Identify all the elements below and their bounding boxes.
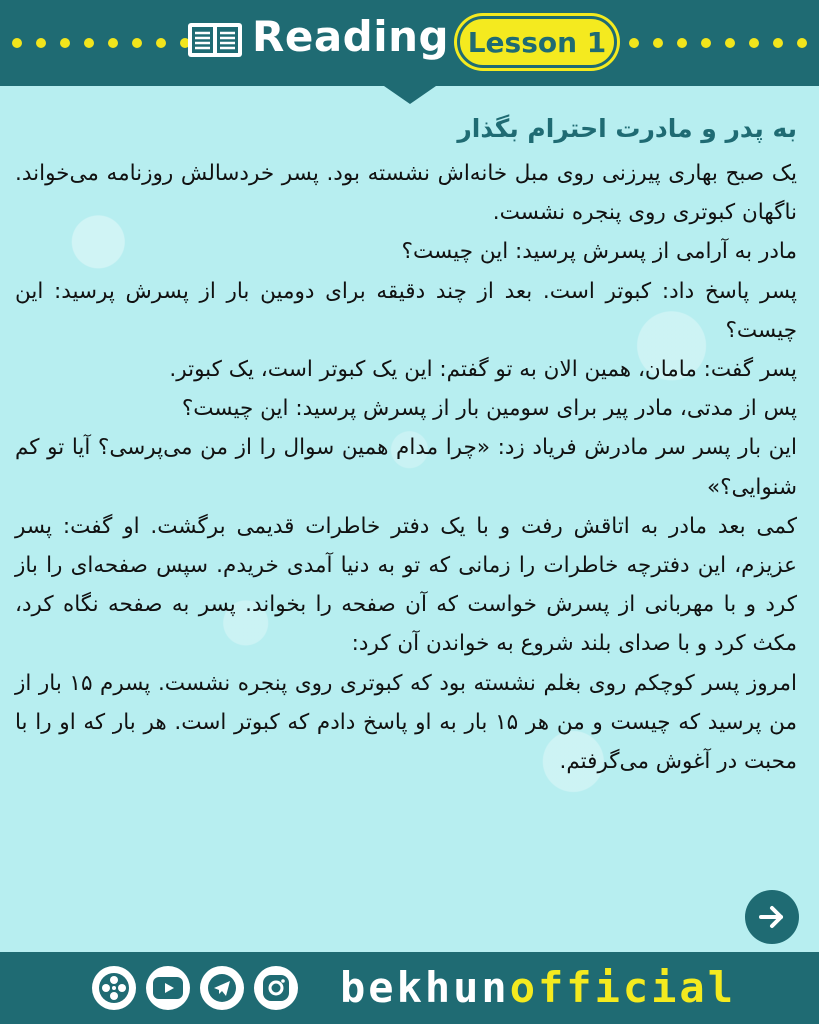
open-book-icon	[186, 20, 244, 60]
lesson-badge: Lesson 1	[457, 16, 617, 68]
story-paragraph: امروز پسر کوچکم روی بغلم نشسته بود که کبوتری روی پنجره نشست. پسرم ۱۵ بار از من پرسید که چیست و من هر ۱۵ بار به او پاسخ دادم که کبوتر است. هر بار که او را با محبت در آغوش می‌گرفتم.	[15, 670, 798, 775]
instagram-icon[interactable]	[254, 966, 298, 1010]
decorative-dots-left	[12, 38, 190, 48]
story-paragraph: مادر به آرامی از پسرش پرسید: این چیست؟	[401, 239, 797, 265]
story-paragraph: یک صبح بهاری پیرزنی روی مبل خانه‌اش نشسته بود. پسر خردسالش روزنامه می‌خواند. ناگهان کبوتری روی پنجره نشست.	[15, 161, 797, 226]
story-title: به پدر و مادرت احترام بگذار	[457, 114, 797, 143]
header-bar	[0, 0, 819, 88]
decorative-dots-right	[629, 38, 807, 48]
telegram-icon[interactable]	[200, 966, 244, 1010]
story-paragraph: پسر گفت: ماما‌ن، همین الان به تو گفتم: این یک کبوتر است، یک کبوتر.	[169, 357, 797, 383]
next-page-button[interactable]	[745, 890, 799, 944]
brand-part-1: bekhun	[340, 963, 510, 1012]
brand-handle	[340, 960, 736, 1016]
footer-bar	[0, 952, 819, 1024]
reading-panel	[0, 86, 819, 952]
story-paragraph: کمی بعد مادر به اتاقش رفت و با یک دفتر خاطرات قدیمی برگشت. او گفت: پسر عزیزم، این دفترچه خاطرات را زمانی که تو به دنیا آمدی خریدم. سپس صفحه‌ای را باز کرد و با مهربانی از پسرش خواست که آن صفحه را بخواند. پسر به صفحه نگاه کرد، مکث کرد و با صدای بلند شروع به خواندن آن کرد:	[15, 513, 797, 657]
arrow-right-icon	[757, 902, 787, 932]
story-paragraph: پس از مدتی، مادر پیر برای سومین بار از پسرش پرسید: این چیست؟	[181, 396, 797, 422]
story-paragraph: این بار پسر سر مادرش فریاد زد: «چرا مدام همین سوال را از من می‌پرسی؟ آیا تو کم شنوایی؟»	[15, 435, 797, 500]
brand-part-2: official	[509, 963, 737, 1012]
story-body	[15, 154, 797, 781]
youtube-icon[interactable]	[146, 966, 190, 1010]
header-notch	[384, 86, 436, 104]
film-reel-icon[interactable]	[92, 966, 136, 1010]
story-paragraph: پسر پاسخ داد: کبوتر است. بعد از چند دقیقه برای دومین بار از پسرش پرسید: این چیست؟	[15, 278, 797, 343]
social-icons	[92, 964, 308, 1012]
page-title: Reading	[252, 12, 450, 61]
